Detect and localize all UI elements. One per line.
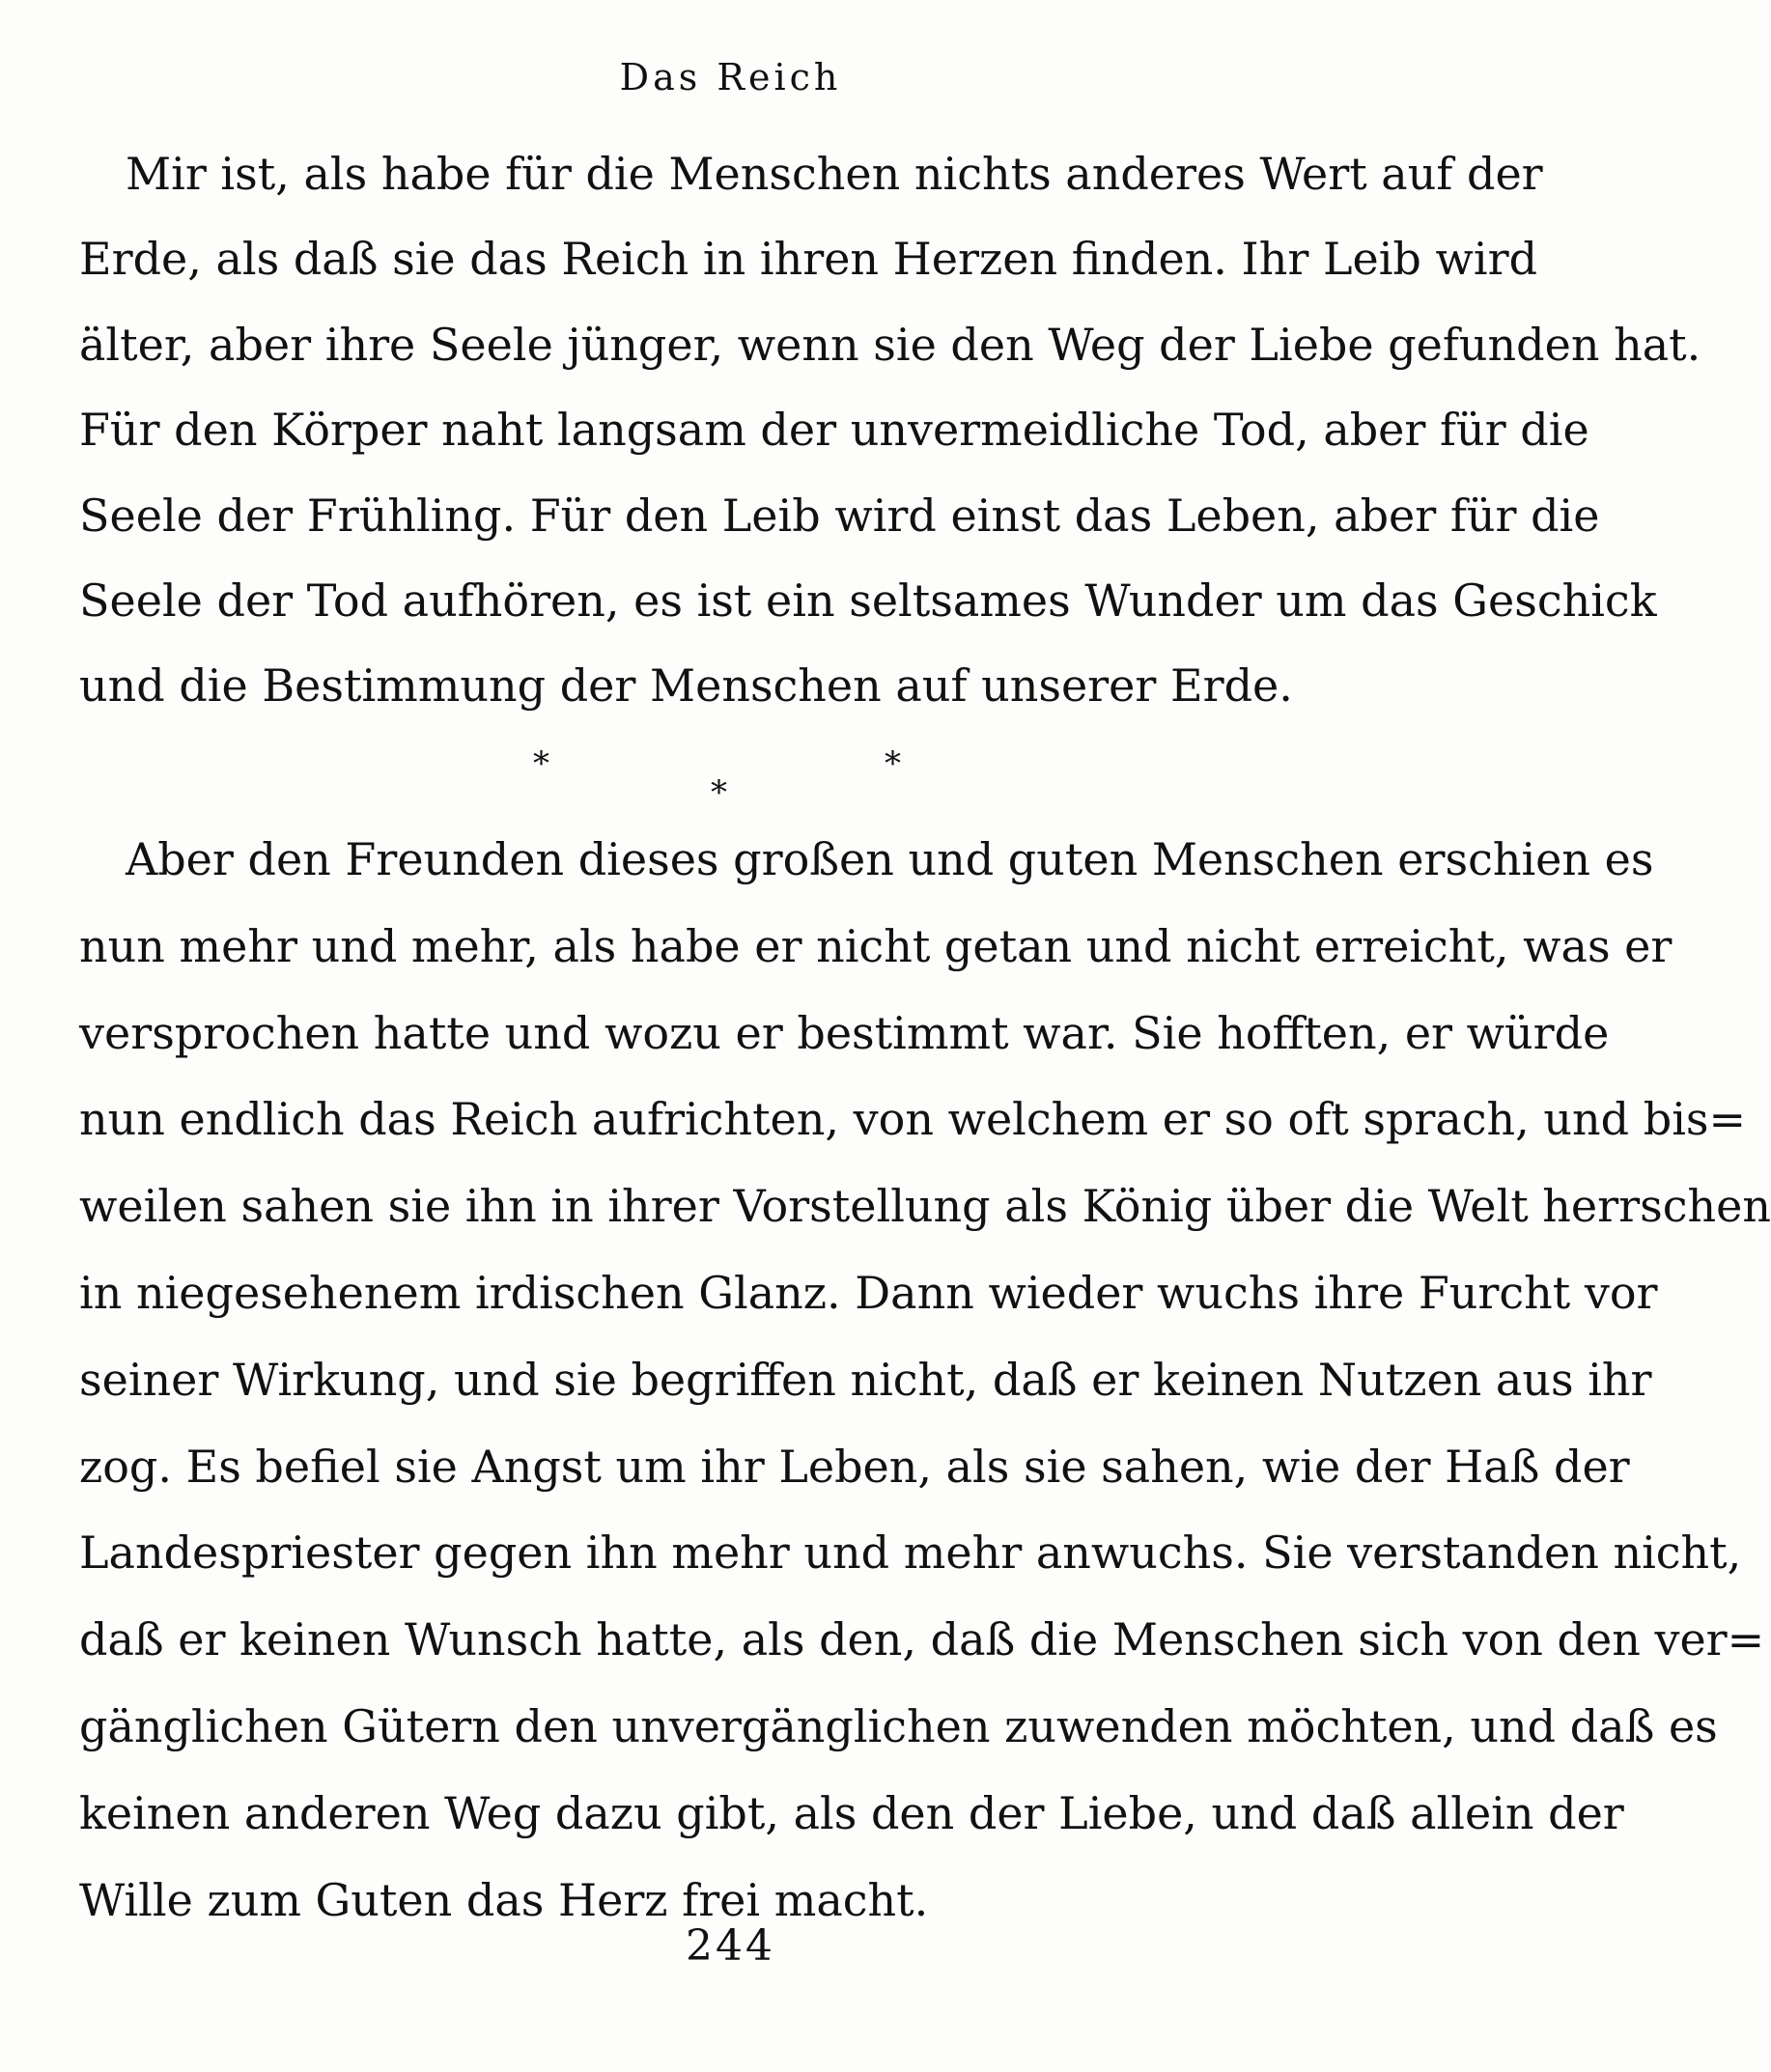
running-title: Das Reich bbox=[619, 56, 842, 98]
text-line: zog. Es befiel sie Angst um ihr Leben, als sie sahen, wie der Haß der bbox=[79, 1440, 1630, 1493]
text-line: nun mehr und mehr, als habe er nicht getan und nicht erreicht, was er bbox=[79, 919, 1673, 972]
text-line: Landespriester gegen ihn mehr und mehr anwuchs. Sie verstanden nicht, bbox=[79, 1526, 1742, 1580]
text-line: Seele der Tod aufhören, es ist ein seltsames Wunder um das Geschick bbox=[79, 574, 1657, 627]
text-line: und die Bestimmung der Menschen auf unserer Erde. bbox=[79, 659, 1293, 713]
text-line: älter, aber ihre Seele jünger, wenn sie den Weg der Liebe gefunden hat. bbox=[79, 318, 1701, 371]
asterisk: * bbox=[711, 773, 727, 812]
paragraph-1 bbox=[79, 131, 1701, 729]
text-line: Seele der Frühling. Für den Leib wird einst das Leben, aber für die bbox=[79, 489, 1600, 542]
text-line: Wille zum Guten das Herz frei macht. bbox=[79, 1873, 929, 1926]
text-line: daß er keinen Wunsch hatte, als den, daß die Menschen sich von den ver= bbox=[79, 1613, 1765, 1666]
text-line: Aber den Freunden dieses großen und guten Menschen erschien es bbox=[126, 833, 1654, 885]
text-line: versprochen hatte und wozu er bestimmt war. Sie hofften, er würde bbox=[79, 1006, 1610, 1059]
text-line: Erde, als daß sie das Reich in ihren Herzen finden. Ihr Leib wird bbox=[79, 233, 1538, 286]
asterisk: * bbox=[885, 744, 901, 783]
text-line: nun endlich das Reich aufrichten, von welchem er so oft sprach, und bis= bbox=[79, 1093, 1747, 1146]
page-number: 244 bbox=[686, 1921, 775, 1971]
text-line: Mir ist, als habe für die Menschen nichts anderes Wert auf der bbox=[126, 148, 1543, 200]
text-line: Für den Körper naht langsam der unvermeidliche Tod, aber für die bbox=[79, 404, 1589, 457]
paragraph-2 bbox=[79, 817, 1771, 1944]
section-separator bbox=[0, 743, 1461, 811]
text-line: weilen sahen sie ihn in ihrer Vorstellung als König über die Welt herrschen bbox=[79, 1180, 1771, 1233]
asterisk: * bbox=[533, 744, 549, 783]
text-line: keinen anderen Weg dazu gibt, als den der Liebe, und daß allein der bbox=[79, 1786, 1624, 1839]
text-line: gänglichen Gütern den unvergänglichen zuwenden möchten, und daß es bbox=[79, 1699, 1718, 1752]
text-line: in niegesehenem irdischen Glanz. Dann wieder wuchs ihre Furcht vor bbox=[79, 1266, 1658, 1319]
text-line: seiner Wirkung, und sie begriffen nicht, daß er keinen Nutzen aus ihr bbox=[79, 1353, 1652, 1406]
